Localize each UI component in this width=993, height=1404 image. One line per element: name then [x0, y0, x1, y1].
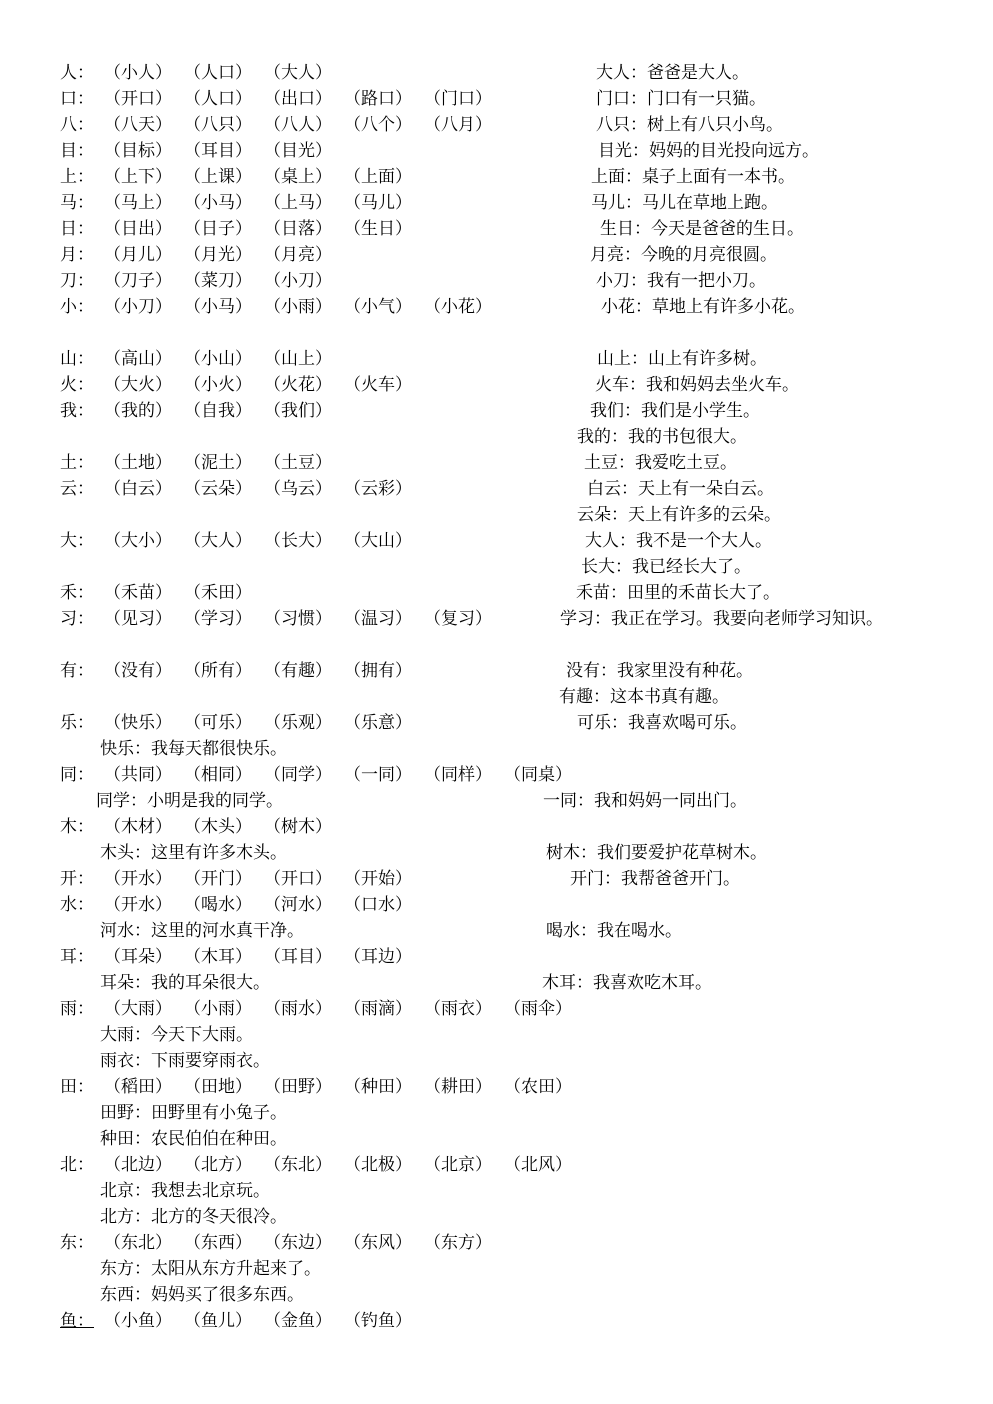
entry-character: 月：: [60, 245, 94, 265]
example-sentence: 火车：我和妈妈去坐火车。: [595, 375, 799, 395]
example-sentence: 木耳：我喜欢吃木耳。: [542, 973, 712, 993]
entry-word: （八人）: [264, 115, 332, 135]
entry-word: （马上）: [104, 193, 172, 213]
entry-word: （门口）: [424, 89, 492, 109]
entry-word: （小雨）: [264, 297, 332, 317]
entry-character: 日：: [60, 219, 94, 239]
entry-word: （田地）: [184, 1077, 252, 1097]
example-sentence: 东方：太阳从东方升起来了。: [100, 1259, 321, 1279]
word-entry-line: [60, 401, 344, 421]
entry-word: （耳目）: [184, 141, 252, 161]
entry-word: （路口）: [344, 89, 412, 109]
example-sentence: 禾苗：田里的禾苗长大了。: [576, 583, 780, 603]
entry-word: （雨滴）: [344, 999, 412, 1019]
example-sentence: 可乐：我喜欢喝可乐。: [577, 713, 747, 733]
entry-word: （上马）: [264, 193, 332, 213]
entry-word: （北边）: [104, 1155, 172, 1175]
example-sentence: 木头：这里有许多木头。: [100, 843, 287, 863]
example-sentence: 快乐：我每天都很快乐。: [100, 739, 287, 759]
entry-word: （乐意）: [344, 713, 412, 733]
entry-word: （小马）: [184, 297, 252, 317]
example-sentence: 大人：爸爸是大人。: [596, 63, 749, 83]
word-entry-line: [60, 349, 344, 369]
entry-word: （开水）: [104, 869, 172, 889]
entry-word: （人口）: [184, 89, 252, 109]
entry-word: （习惯）: [264, 609, 332, 629]
entry-word: （高山）: [104, 349, 172, 369]
entry-word: （小雨）: [184, 999, 252, 1019]
example-sentence: 没有：我家里没有种花。: [566, 661, 753, 681]
entry-word: （云朵）: [184, 479, 252, 499]
entry-character: 小：: [60, 297, 94, 317]
entry-character: 火：: [60, 375, 94, 395]
entry-word: （所有）: [184, 661, 252, 681]
entry-word: （口水）: [344, 895, 412, 915]
entry-character: 上：: [60, 167, 94, 187]
entry-word: （温习）: [344, 609, 412, 629]
entry-word: （雨伞）: [504, 999, 572, 1019]
entry-word: （学习）: [184, 609, 252, 629]
entry-word: （小鱼）: [104, 1311, 172, 1331]
entry-word: （小人）: [104, 63, 172, 83]
entry-character: 东：: [60, 1233, 94, 1253]
entry-word: （大火）: [104, 375, 172, 395]
word-entry-line: [60, 89, 504, 109]
entry-word: （小刀）: [264, 271, 332, 291]
word-entry-line: [60, 999, 584, 1019]
entry-character: 云：: [60, 479, 94, 499]
word-entry-line: [60, 375, 424, 395]
entry-character: 田：: [60, 1077, 94, 1097]
entry-character: 大：: [60, 531, 94, 551]
word-entry-line: [60, 713, 424, 733]
entry-word: （上面）: [344, 167, 412, 187]
entry-word: （乌云）: [264, 479, 332, 499]
example-sentence: 树木：我们要爱护花草树木。: [546, 843, 767, 863]
entry-word: （八天）: [104, 115, 172, 135]
entry-word: （木头）: [184, 817, 252, 837]
entry-word: （可乐）: [184, 713, 252, 733]
word-entry-line: [60, 947, 424, 967]
entry-word: （金鱼）: [264, 1311, 332, 1331]
entry-word: （北方）: [184, 1155, 252, 1175]
example-sentence: 云朵：天上有许多的云朵。: [577, 505, 781, 525]
example-sentence: 月亮：今晚的月亮很圆。: [590, 245, 777, 265]
word-entry-line: [60, 1077, 584, 1097]
entry-word: （雨水）: [264, 999, 332, 1019]
entry-character: 土：: [60, 453, 94, 473]
entry-word: （小火）: [184, 375, 252, 395]
example-sentence: 东西：妈妈买了很多东西。: [100, 1285, 304, 1305]
word-entry-line: [60, 141, 344, 161]
entry-word: （耳边）: [344, 947, 412, 967]
entry-character: 水：: [60, 895, 94, 915]
word-entry-line: [60, 1233, 504, 1253]
entry-word: （八个）: [344, 115, 412, 135]
entry-word: （北风）: [504, 1155, 572, 1175]
example-sentence: 种田：农民伯伯在种田。: [100, 1129, 287, 1149]
example-sentence: 河水：这里的河水真干净。: [100, 921, 304, 941]
word-entry-line: [60, 765, 584, 785]
example-sentence: 耳朵：我的耳朵很大。: [100, 973, 270, 993]
entry-word: （小刀）: [104, 297, 172, 317]
word-entry-line: [60, 869, 424, 889]
entry-character: 习：: [60, 609, 94, 629]
word-entry-line: [60, 661, 424, 681]
entry-word: （日出）: [104, 219, 172, 239]
example-sentence: 土豆：我爱吃土豆。: [584, 453, 737, 473]
entry-word: （出口）: [264, 89, 332, 109]
entry-word: （我们）: [264, 401, 332, 421]
entry-word: （山上）: [264, 349, 332, 369]
example-sentence: 门口：门口有一只猫。: [596, 89, 766, 109]
entry-word: （生日）: [344, 219, 412, 239]
entry-word: （八只）: [184, 115, 252, 135]
example-sentence: 目光：妈妈的目光投向远方。: [598, 141, 819, 161]
entry-word: （月儿）: [104, 245, 172, 265]
entry-word: （河水）: [264, 895, 332, 915]
example-sentence: 山上：山上有许多树。: [597, 349, 767, 369]
entry-word: （目标）: [104, 141, 172, 161]
entry-word: （复习）: [424, 609, 492, 629]
entry-word: （北极）: [344, 1155, 412, 1175]
example-sentence: 开门：我帮爸爸开门。: [570, 869, 740, 889]
entry-word: （东北）: [264, 1155, 332, 1175]
entry-word: （马儿）: [344, 193, 412, 213]
entry-word: （树木）: [264, 817, 332, 837]
example-sentence: 上面：桌子上面有一本书。: [591, 167, 795, 187]
entry-word: （日子）: [184, 219, 252, 239]
example-sentence: 我的：我的书包很大。: [577, 427, 747, 447]
entry-character: 有：: [60, 661, 94, 681]
entry-word: （上下）: [104, 167, 172, 187]
entry-word: （桌上）: [264, 167, 332, 187]
entry-character: 雨：: [60, 999, 94, 1019]
entry-word: （有趣）: [264, 661, 332, 681]
entry-word: （土地）: [104, 453, 172, 473]
entry-word: （开始）: [344, 869, 412, 889]
entry-character: 禾：: [60, 583, 94, 603]
entry-word: （田野）: [264, 1077, 332, 1097]
entry-word: （耳目）: [264, 947, 332, 967]
entry-word: （一同）: [344, 765, 412, 785]
word-entry-line: [60, 167, 424, 187]
word-entry-line: [60, 193, 424, 213]
word-entry-line: [60, 271, 344, 291]
entry-character: 马：: [60, 193, 94, 213]
entry-word: （大山）: [344, 531, 412, 551]
entry-word: （小花）: [424, 297, 492, 317]
entry-word: （火花）: [264, 375, 332, 395]
example-sentence: 田野：田野里有小兔子。: [100, 1103, 287, 1123]
entry-word: （拥有）: [344, 661, 412, 681]
entry-character: 人：: [60, 63, 94, 83]
entry-word: （土豆）: [264, 453, 332, 473]
example-sentence: 有趣：这本书真有趣。: [559, 687, 729, 707]
entry-word: （开水）: [104, 895, 172, 915]
entry-word: （我的）: [104, 401, 172, 421]
entry-word: （上课）: [184, 167, 252, 187]
entry-word: （大小）: [104, 531, 172, 551]
word-entry-line: [60, 1155, 584, 1175]
entry-word: （没有）: [104, 661, 172, 681]
example-sentence: 我们：我们是小学生。: [590, 401, 760, 421]
entry-character: 开：: [60, 869, 94, 889]
entry-word: （菜刀）: [184, 271, 252, 291]
entry-word: （农田）: [504, 1077, 572, 1097]
word-entry-line: [60, 115, 504, 135]
word-entry-line: [60, 453, 344, 473]
example-sentence: 一同：我和妈妈一同出门。: [543, 791, 747, 811]
example-sentence: 马儿：马儿在草地上跑。: [591, 193, 778, 213]
example-sentence: 同学：小明是我的同学。: [96, 791, 283, 811]
entry-word: （稻田）: [104, 1077, 172, 1097]
entry-word: （鱼儿）: [184, 1311, 252, 1331]
entry-word: （乐观）: [264, 713, 332, 733]
example-sentence: 长大：我已经长大了。: [581, 557, 751, 577]
example-sentence: 雨衣：下雨要穿雨衣。: [100, 1051, 270, 1071]
word-entry-line: [60, 245, 344, 265]
example-sentence: 白云：天上有一朵白云。: [587, 479, 774, 499]
entry-word: （长大）: [264, 531, 332, 551]
entry-word: （种田）: [344, 1077, 412, 1097]
entry-character: 刀：: [60, 271, 94, 291]
entry-word: （东方）: [424, 1233, 492, 1253]
entry-word: （东边）: [264, 1233, 332, 1253]
entry-character: 同：: [60, 765, 94, 785]
entry-word: （喝水）: [184, 895, 252, 915]
entry-word: （禾苗）: [104, 583, 172, 603]
example-sentence: 北方：北方的冬天很冷。: [100, 1207, 287, 1227]
word-entry-line: [60, 1311, 424, 1331]
example-sentence: 大雨：今天下大雨。: [100, 1025, 253, 1045]
entry-word: （开口）: [104, 89, 172, 109]
entry-word: （钓鱼）: [344, 1311, 412, 1331]
entry-word: （耳朵）: [104, 947, 172, 967]
entry-word: （人口）: [184, 63, 252, 83]
entry-character: 耳：: [60, 947, 94, 967]
entry-word: （耕田）: [424, 1077, 492, 1097]
entry-character: 北：: [60, 1155, 94, 1175]
entry-word: （同桌）: [504, 765, 572, 785]
entry-word: （小气）: [344, 297, 412, 317]
entry-character: 口：: [60, 89, 94, 109]
entry-word: （小马）: [184, 193, 252, 213]
entry-character: 八：: [60, 115, 94, 135]
example-sentence: 八只：树上有八只小鸟。: [596, 115, 783, 135]
entry-word: （月亮）: [264, 245, 332, 265]
example-sentence: 生日：今天是爸爸的生日。: [600, 219, 804, 239]
word-entry-line: [60, 817, 344, 837]
example-sentence: 喝水：我在喝水。: [546, 921, 682, 941]
entry-word: （木耳）: [184, 947, 252, 967]
entry-word: （禾田）: [184, 583, 252, 603]
entry-word: （东北）: [104, 1233, 172, 1253]
entry-character: 目：: [60, 141, 94, 161]
entry-word: （开口）: [264, 869, 332, 889]
entry-word: （八月）: [424, 115, 492, 135]
entry-word: （月光）: [184, 245, 252, 265]
entry-word: （泥土）: [184, 453, 252, 473]
word-entry-line: [60, 583, 264, 603]
entry-word: （日落）: [264, 219, 332, 239]
entry-word: （开门）: [184, 869, 252, 889]
example-sentence: 北京：我想去北京玩。: [100, 1181, 270, 1201]
entry-word: （快乐）: [104, 713, 172, 733]
example-sentence: 大人：我不是一个大人。: [585, 531, 772, 551]
entry-word: （刀子）: [104, 271, 172, 291]
entry-word: （木材）: [104, 817, 172, 837]
entry-word: （白云）: [104, 479, 172, 499]
entry-word: （雨衣）: [424, 999, 492, 1019]
entry-word: （大人）: [184, 531, 252, 551]
example-sentence: 小花：草地上有许多小花。: [601, 297, 805, 317]
entry-word: （大雨）: [104, 999, 172, 1019]
entry-word: （同学）: [264, 765, 332, 785]
entry-character: 我：: [60, 401, 94, 421]
entry-character: 乐：: [60, 713, 94, 733]
entry-word: （云彩）: [344, 479, 412, 499]
word-entry-line: [60, 479, 424, 499]
entry-word: （相同）: [184, 765, 252, 785]
word-entry-line: [60, 219, 424, 239]
entry-character: 鱼：: [60, 1311, 94, 1331]
entry-word: （大人）: [264, 63, 332, 83]
word-entry-line: [60, 609, 504, 629]
entry-character: 木：: [60, 817, 94, 837]
entry-word: （同样）: [424, 765, 492, 785]
word-entry-line: [60, 531, 424, 551]
word-entry-line: [60, 63, 344, 83]
entry-word: （目光）: [264, 141, 332, 161]
word-entry-line: [60, 297, 504, 317]
entry-word: （北京）: [424, 1155, 492, 1175]
entry-character: 山：: [60, 349, 94, 369]
entry-word: （见习）: [104, 609, 172, 629]
entry-word: （火车）: [344, 375, 412, 395]
word-entry-line: [60, 895, 424, 915]
example-sentence: 小刀：我有一把小刀。: [596, 271, 766, 291]
entry-word: （小山）: [184, 349, 252, 369]
example-sentence: 学习：我正在学习。我要向老师学习知识。: [560, 609, 883, 629]
entry-word: （东西）: [184, 1233, 252, 1253]
entry-word: （自我）: [184, 401, 252, 421]
entry-word: （东风）: [344, 1233, 412, 1253]
entry-word: （共同）: [104, 765, 172, 785]
